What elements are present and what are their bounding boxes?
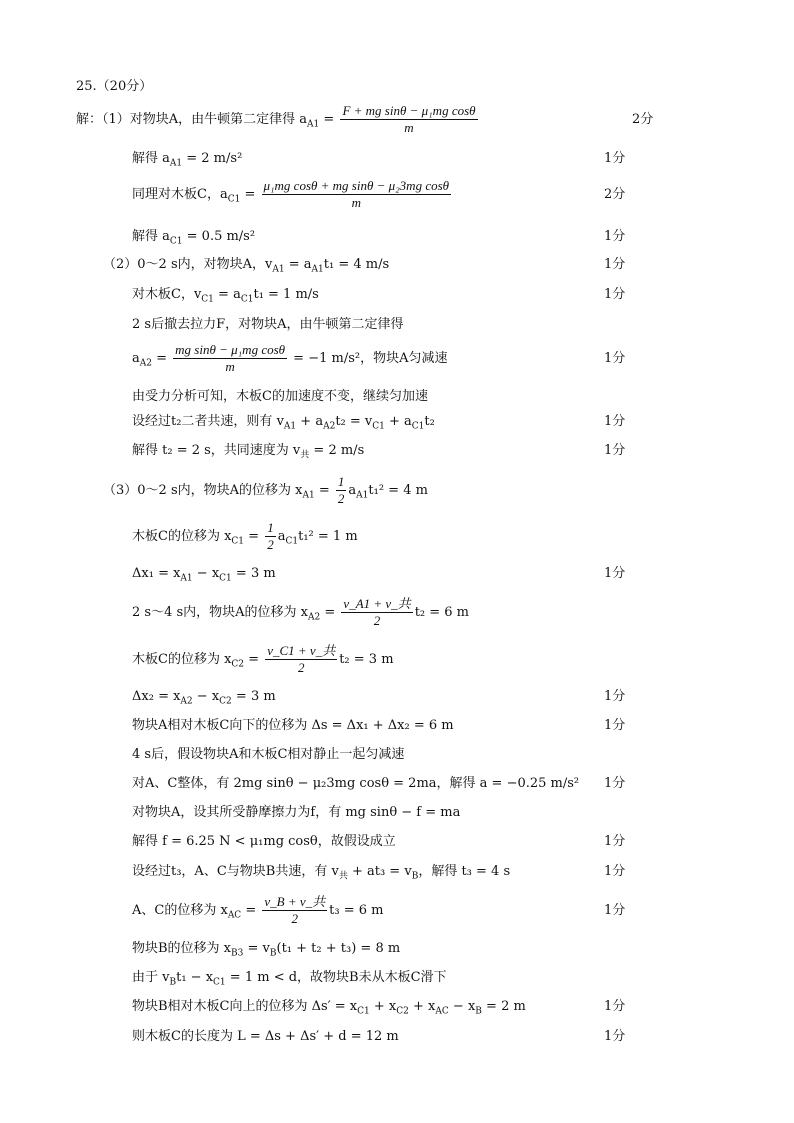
line-text: 对A、C整体，有 2mg sinθ − μ₂3mg cosθ = 2ma，解得 a = −0.25 m/s² <box>132 776 580 791</box>
line-text: = 2 m/s² <box>182 151 243 166</box>
score-mark: 1分 <box>604 999 626 1014</box>
line-text: 解得 a <box>132 151 170 166</box>
solution-line-l23 <box>132 863 510 886</box>
fraction <box>265 520 276 553</box>
subscript: A1 <box>311 264 324 275</box>
equals-sign: = <box>320 605 340 620</box>
solution-line-l13 <box>132 520 358 559</box>
equals-sign: = <box>152 351 172 366</box>
solution-line-l16 <box>132 643 394 682</box>
subscript: C1 <box>169 236 183 247</box>
solution-line-l25 <box>132 940 400 963</box>
score-mark: 1分 <box>604 443 626 458</box>
fraction-numerator: 1 <box>337 474 345 489</box>
subscript: A1 <box>356 490 369 501</box>
line-text: = 2 m/s <box>309 443 365 458</box>
fraction <box>336 474 347 507</box>
fraction-numerator: F + mg sinθ − μ₁mg cosθ <box>342 103 476 118</box>
subscript: A2 <box>180 696 193 707</box>
score-mark: 1分 <box>604 351 626 366</box>
solution-line-l2 <box>132 150 242 173</box>
solution-line-l7 <box>132 316 403 334</box>
line-text: 由于 v <box>132 970 170 985</box>
line-text: + x <box>408 999 436 1014</box>
equals-sign: = <box>244 529 264 544</box>
line-text: − x <box>192 689 220 704</box>
line-text: a <box>277 529 286 544</box>
line-text: 则木板C的长度为 L = Δs + Δs′ + d = 12 m <box>132 1029 399 1044</box>
fraction-numerator: v_C1 + v_共 <box>267 643 336 658</box>
line-text: 解：（1）对物块A，由牛顿第二定律得 a <box>76 112 308 127</box>
line-text: 4 s后，假设物块A和木板C相对静止一起匀减速 <box>132 747 405 762</box>
subscript: A1 <box>272 264 285 275</box>
line-text: （3）0～2 s内，物块A的位移为 x <box>103 483 303 498</box>
fraction-numerator: v_B + v_共 <box>264 894 326 909</box>
solution-line-l20 <box>132 775 579 793</box>
line-text: ，解得 t₃ = 4 s <box>418 864 511 879</box>
score-mark: 1分 <box>604 689 626 704</box>
solution-line-l9 <box>132 388 428 406</box>
line-text: （2）0～2 s内，对物块A，v <box>103 257 273 272</box>
line-text: − x <box>192 566 220 581</box>
solution-line-l12 <box>103 474 428 513</box>
solution-line-l5 <box>103 256 389 279</box>
line-text: = 2 m <box>481 999 526 1014</box>
fraction-numerator: mg sinθ − μ₁mg cosθ <box>175 342 286 357</box>
subscript: C1 <box>231 536 245 547</box>
line-text: 木板C的位移为 x <box>132 529 232 544</box>
fraction-denominator: 2 <box>291 911 298 926</box>
line-text: 由受力分析可知，木板C的加速度不变，继续匀加速 <box>132 389 428 404</box>
line-text: = 3 m <box>231 689 276 704</box>
fraction-denominator: m <box>225 359 235 374</box>
subscript: A1 <box>180 573 193 584</box>
line-text: A、C的位移为 x <box>132 903 228 918</box>
score-mark: 1分 <box>604 414 626 429</box>
score-mark: 1分 <box>604 151 626 166</box>
line-text: a <box>348 483 357 498</box>
equals-sign: = <box>241 903 261 918</box>
score-mark: 1分 <box>604 903 626 918</box>
line-text: 物块A相对木板C向下的位移为 Δs = Δx₁ + Δx₂ = 6 m <box>132 718 454 733</box>
line-text: t₃ = 6 m <box>329 903 384 918</box>
subscript: A1 <box>307 119 320 130</box>
subscript: A1 <box>169 158 183 169</box>
fraction-denominator: 2 <box>267 537 274 552</box>
line-text: 物块B相对木板C向上的位移为 Δs′ = x <box>132 999 358 1014</box>
subscript: C1 <box>372 421 385 432</box>
fraction-denominator: m <box>404 120 414 135</box>
subscript: C1 <box>285 536 299 547</box>
line-text: t₁ = 1 m/s <box>253 287 319 302</box>
solution-line-l11 <box>132 442 364 465</box>
line-text: 对物块A，设其所受静摩擦力为f，有 mg sinθ − f = ma <box>132 805 461 820</box>
fraction <box>262 178 452 211</box>
solution-line-l14 <box>132 565 276 588</box>
line-text: 解得 f = 6.25 N < μ₁mg cosθ，故假设成立 <box>132 834 396 849</box>
fraction-denominator: 2 <box>373 613 381 628</box>
fraction <box>340 103 477 136</box>
subscript: C1 <box>357 1006 370 1017</box>
line-text: t₁ − x <box>176 970 214 985</box>
line-text: t₁² = 4 m <box>368 483 428 498</box>
equals-sign: = <box>240 187 260 202</box>
equals-sign: = <box>314 483 334 498</box>
line-text: + a <box>384 414 412 429</box>
solution-line-l22 <box>132 833 396 851</box>
line-text: 解得 a <box>132 229 170 244</box>
line-text: 2 s后撤去拉力F，对物块A，由牛顿第二定律得 <box>132 317 404 332</box>
line-text: 解得 t₂ = 2 s，共同速度为 v <box>132 443 301 458</box>
fraction <box>265 643 337 676</box>
fraction <box>173 342 287 375</box>
fraction-numerator: v_A1 + v_共 <box>343 596 411 611</box>
line-text: t₁ = 4 m/s <box>323 257 390 272</box>
line-text: 物块B的位移为 x <box>132 941 232 956</box>
fraction-numerator: 1 <box>267 520 274 535</box>
subscript: AC <box>435 1006 449 1017</box>
score-mark: 1分 <box>604 566 626 581</box>
subscript: C1 <box>227 194 241 205</box>
solution-line-l28 <box>132 1028 399 1046</box>
line-text: 木板C的位移为 x <box>132 652 232 667</box>
line-text: + x <box>369 999 397 1014</box>
solution-line-l18 <box>132 717 454 735</box>
solution-line-l21 <box>132 804 460 822</box>
line-text: = a <box>284 257 312 272</box>
line-text: 设经过t₃，A、C与物块B共速，有 v <box>132 864 339 879</box>
subscript: 共 <box>338 871 348 882</box>
solution-line-l6 <box>132 286 319 309</box>
line-text: = v <box>243 941 270 956</box>
score-mark: 1分 <box>604 1029 626 1044</box>
solution-line-l19 <box>132 746 404 764</box>
line-text: = 0.5 m/s² <box>182 229 256 244</box>
subscript: 共 <box>300 450 310 461</box>
score-mark: 1分 <box>604 257 626 272</box>
subscript: B <box>475 1006 482 1017</box>
subscript: AC <box>227 910 242 921</box>
solution-line-l26 <box>132 969 447 992</box>
line-text: a <box>132 351 140 366</box>
fraction-denominator: m <box>351 195 361 210</box>
score-mark: 2分 <box>632 112 654 127</box>
line-text: Δx₂ = x <box>132 689 181 704</box>
subscript: A2 <box>139 358 152 369</box>
solution-line-l15 <box>132 596 469 635</box>
solution-line-l27 <box>132 998 526 1021</box>
score-mark: 1分 <box>604 229 626 244</box>
solution-line-l17 <box>132 688 276 711</box>
line-text: 同理对木板C，a <box>132 187 228 202</box>
line-text: + at₃ = v <box>347 864 412 879</box>
subscript: A2 <box>308 612 321 623</box>
line-text: t₂ = 3 m <box>339 652 394 667</box>
solution-line-l3 <box>132 178 453 217</box>
line-text: = −1 m/s²，物块A匀减速 <box>289 351 448 366</box>
solution-line-l24 <box>132 894 383 933</box>
subscript: C2 <box>219 696 232 707</box>
line-text: − x <box>448 999 476 1014</box>
line-text: 对木板C，v <box>132 287 202 302</box>
subscript: C2 <box>231 659 245 670</box>
solution-line-l10 <box>132 413 435 436</box>
line-text: (t₁ + t₂ + t₃) = 8 m <box>276 941 401 956</box>
subscript: B <box>169 977 177 988</box>
line-text: 2 s～4 s内，物块A的位移为 x <box>132 605 309 620</box>
solution-line-l4 <box>132 228 255 251</box>
subscript: B3 <box>231 948 244 959</box>
equals-sign: = <box>244 652 264 667</box>
fraction <box>341 596 412 629</box>
subscript: B <box>411 871 419 882</box>
subscript: A1 <box>302 490 315 501</box>
score-mark: 2分 <box>604 187 626 202</box>
solution-line-l8 <box>132 342 447 381</box>
line-text: Δx₁ = x <box>132 566 181 581</box>
line-text: + a <box>296 414 324 429</box>
subscript: C1 <box>201 294 214 305</box>
equals-sign: = <box>319 112 339 127</box>
line-text: t₂ = 6 m <box>414 605 470 620</box>
score-mark: 1分 <box>604 834 626 849</box>
subscript: C1 <box>411 421 425 432</box>
subscript: C2 <box>396 1006 409 1017</box>
line-text: t₂ <box>424 414 435 429</box>
fraction-denominator: 2 <box>337 491 345 506</box>
subscript: C1 <box>219 573 232 584</box>
subscript: C1 <box>213 977 226 988</box>
line-text: t₁² = 1 m <box>298 529 358 544</box>
line-text: = a <box>213 287 241 302</box>
line-text: = 3 m <box>231 566 276 581</box>
fraction <box>262 894 327 927</box>
question-title: 25.（20分） <box>76 79 153 94</box>
solution-line-l1 <box>76 103 480 142</box>
score-mark: 1分 <box>604 864 626 879</box>
fraction-numerator: μ₁mg cosθ + mg sinθ − μ₂3mg cosθ <box>263 178 450 193</box>
subscript: C1 <box>240 294 254 305</box>
subscript: A2 <box>323 421 336 432</box>
score-mark: 1分 <box>604 776 626 791</box>
line-text: 设经过t₂二者共速，则有 v <box>132 414 284 429</box>
line-text: t₂ = v <box>335 414 373 429</box>
subscript: A1 <box>283 421 297 432</box>
fraction-denominator: 2 <box>297 660 305 675</box>
score-mark: 1分 <box>604 718 626 733</box>
score-mark: 1分 <box>604 287 626 302</box>
line-text: = 1 m < d，故物块B未从木板C滑下 <box>225 970 447 985</box>
subscript: B <box>269 948 277 959</box>
